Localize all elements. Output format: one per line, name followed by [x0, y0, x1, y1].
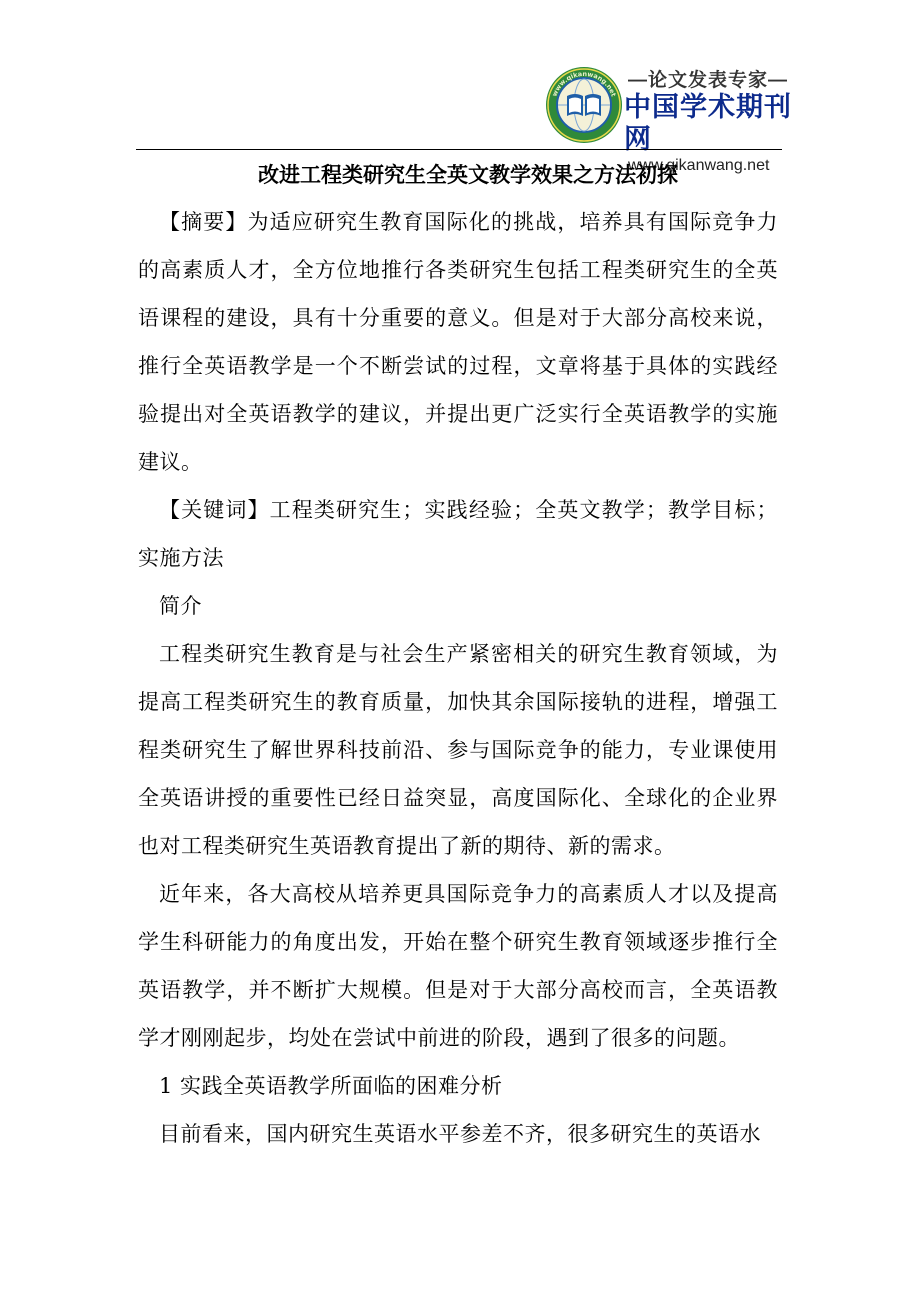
body-paragraph-1: 工程类研究生教育是与社会生产紧密相关的研究生教育领域，为提高工程类研究生的教育质量，加快其余国际接轨的进程，增强工程类研究生了解世界科技前沿、参与国际竞争的能力，专业课使用全英语讲授的重要性已经日益突显，高度国际化、全球化的企业界也对工程类研究生英语教育提出了新的期待、新的需求。 [138, 642, 778, 858]
logo-url: www.qikanwang.net [628, 157, 770, 174]
abstract-paragraph: 【摘要】为适应研究生教育国际化的挑战，培养具有国际竞争力的高素质人才，全方位地推行各类研究生包括工程类研究生的全英语课程的建设，具有十分重要的意义。但是对于大部分高校来说，推行全英语教学是一个不断尝试的过程，文章将基于具体的实践经验提出对全英语教学的建议，并提出更广泛实行全英语教学的实施建议。 [138, 210, 778, 474]
logo-brand-name: 中国学术期刊网 [624, 92, 792, 155]
document-title: 改进工程类研究生全英文教学效果之方法初探 [258, 162, 678, 187]
header-divider [136, 149, 782, 150]
intro-heading: 简介 [159, 594, 202, 618]
page-header [0, 0, 920, 174]
document-body [138, 152, 778, 1158]
book-globe-emblem-icon [545, 66, 623, 144]
section-1-heading: 1 实践全英语教学所面临的困难分析 [159, 1074, 503, 1098]
body-paragraph-3: 目前看来，国内研究生英语水平参差不齐，很多研究生的英语水 [159, 1122, 761, 1146]
body-paragraph-2: 近年来，各大高校从培养更具国际竞争力的高素质人才以及提高学生科研能力的角度出发，开始在整个研究生教育领域逐步推行全英语教学，并不断扩大规模。但是对于大部分高校而言，全英语教学才刚刚起步，均处在尝试中前进的阶段，遇到了很多的问题。 [138, 882, 778, 1050]
emblem-text: www.qikanwang.net [550, 69, 618, 98]
keywords-paragraph: 【关键词】工程类研究生；实践经验；全英文教学；教学目标；实施方法 [138, 498, 778, 570]
logo-tagline: —论文发表专家— [628, 70, 789, 91]
logo-emblem-icon [545, 66, 623, 144]
